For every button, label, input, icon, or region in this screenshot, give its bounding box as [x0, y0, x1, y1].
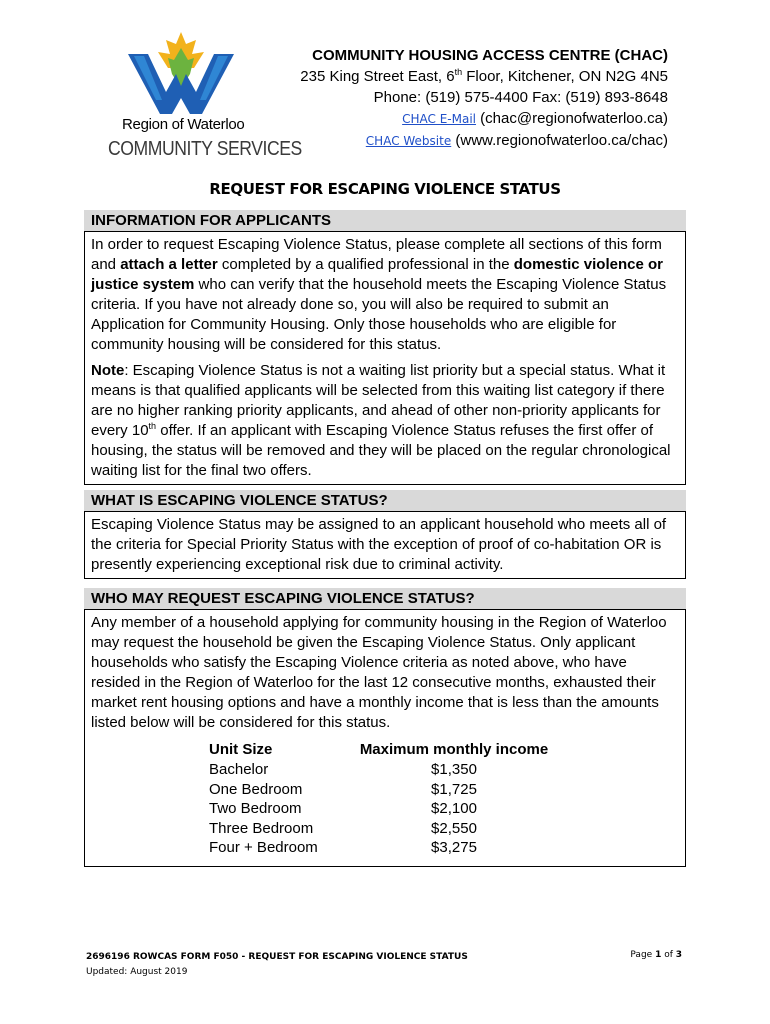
address-part: Floor, Kitchener, ON N2G 4N5 [462, 68, 668, 85]
income-cell: $2,100 [431, 800, 477, 817]
footer-form-id: 2696196 ROWCAS FORM F050 - REQUEST FOR ESCAPING VIOLENCE STATUS [86, 952, 468, 962]
page-label: Page [630, 950, 656, 960]
what-paragraph: Escaping Violence Status may be assigned to an applicant household who meets all of the criteria for Special Priority Status with the exception of proof of co-habitation OR is presently experiencing exceptional risk due to criminal activity. [91, 516, 667, 573]
logo-org-name: Region of Waterloo [122, 116, 245, 133]
income-cell: $3,275 [431, 839, 477, 856]
note-label: Note [91, 362, 125, 379]
income-table-header [209, 740, 549, 760]
table-row [209, 799, 549, 819]
what-body [84, 511, 686, 579]
text-run: : Escaping Violence Status is not a waiting list priority but a special status. What it means is that qualified applicants will be selected from this waiting list category if there are no higher ranking priority applicants, and ahead of other non-priority applicants for every 10 [91, 362, 666, 439]
text-run: offer. If an applicant with Escaping Violence Status refuses the first offer of housing, the status will be removed and they will be placed on the regular chronological waiting list for the final two offers. [91, 422, 671, 479]
org-phone: Phone: (519) 575-4400 Fax: (519) 893-8648 [373, 89, 668, 106]
text-run: completed by a qualified professional in the [217, 256, 514, 273]
waterloo-leaf-icon [126, 30, 236, 116]
income-cell: $2,550 [431, 819, 477, 837]
income-table [209, 740, 549, 858]
website-text: (www.regionofwaterloo.ca/chac) [451, 132, 668, 149]
text-run: who can verify that the household meets the Escaping Violence Status criteria. If you have not already done so, you will also be required to submit an Application for Community Housing. Only those households who are eligible for community housing will be considered for this status. [91, 276, 667, 353]
unit-size-cell: Bachelor [209, 761, 269, 778]
address-part: 235 King Street East, 6 [300, 68, 455, 85]
logo-services-label: COMMUNITY SERVICES [108, 138, 302, 160]
email-text: (chac@regionofwaterloo.ca) [476, 110, 668, 127]
org-title: COMMUNITY HOUSING ACCESS CENTRE (CHAC) [312, 47, 668, 64]
income-cell: $1,350 [431, 761, 477, 778]
email-link[interactable]: CHAC E-Mail [402, 112, 477, 126]
page-label: of [661, 950, 676, 960]
table-row [209, 838, 549, 858]
document-title: REQUEST FOR ESCAPING VIOLENCE STATUS [209, 180, 561, 198]
info-section [84, 210, 686, 485]
table-row [209, 780, 549, 800]
table-row [209, 819, 549, 839]
unit-size-cell: Three Bedroom [209, 819, 314, 837]
website-link[interactable]: CHAC Website [365, 134, 452, 148]
note-paragraph [91, 361, 680, 481]
unit-size-cell: Four + Bedroom [209, 839, 318, 856]
org-email-line [300, 108, 668, 130]
who-heading: WHO MAY REQUEST ESCAPING VIOLENCE STATUS? [84, 588, 686, 609]
address-sup: th [454, 67, 463, 77]
footer-updated: Updated: August 2019 [86, 967, 188, 977]
info-heading: INFORMATION FOR APPLICANTS [84, 210, 686, 231]
who-section [84, 588, 686, 867]
text-run: In order to request Escaping Violence Status, please complete all sections of this form and [91, 236, 662, 273]
what-heading: WHAT IS ESCAPING VIOLENCE STATUS? [84, 490, 686, 511]
col-unit-size: Unit Size [209, 741, 273, 758]
page-current: 1 [655, 950, 662, 960]
who-paragraph: Any member of a household applying for community housing in the Region of Waterloo may request the household be given the Escaping Violence Status. Only applicant households who satisfy the Escaping Violence criteria as noted above, who have resided in the Region of Waterloo for the last 12 consecutive months, exhausted their market rent housing options and have a monthly income that is less than the amounts listed below will be considered for this status. [91, 614, 667, 731]
text-sup: th [148, 421, 157, 431]
info-paragraph [91, 235, 680, 355]
org-contact-block [300, 45, 668, 152]
info-body [84, 231, 686, 485]
who-body [84, 609, 686, 867]
what-section [84, 490, 686, 579]
unit-size-cell: Two Bedroom [209, 800, 302, 817]
org-website-line [300, 130, 668, 152]
footer-form-info [86, 950, 468, 980]
org-address [300, 66, 668, 87]
page-total: 3 [675, 950, 682, 960]
income-cell: $1,725 [431, 780, 477, 798]
table-row [209, 760, 549, 780]
region-of-waterloo-logo [108, 30, 302, 165]
text-run-bold: domestic violence or justice system [91, 256, 663, 293]
text-run-bold: attach a letter [120, 256, 218, 273]
unit-size-cell: One Bedroom [209, 780, 303, 798]
footer-page-number [630, 950, 682, 960]
col-max-income: Maximum monthly income [359, 741, 549, 758]
